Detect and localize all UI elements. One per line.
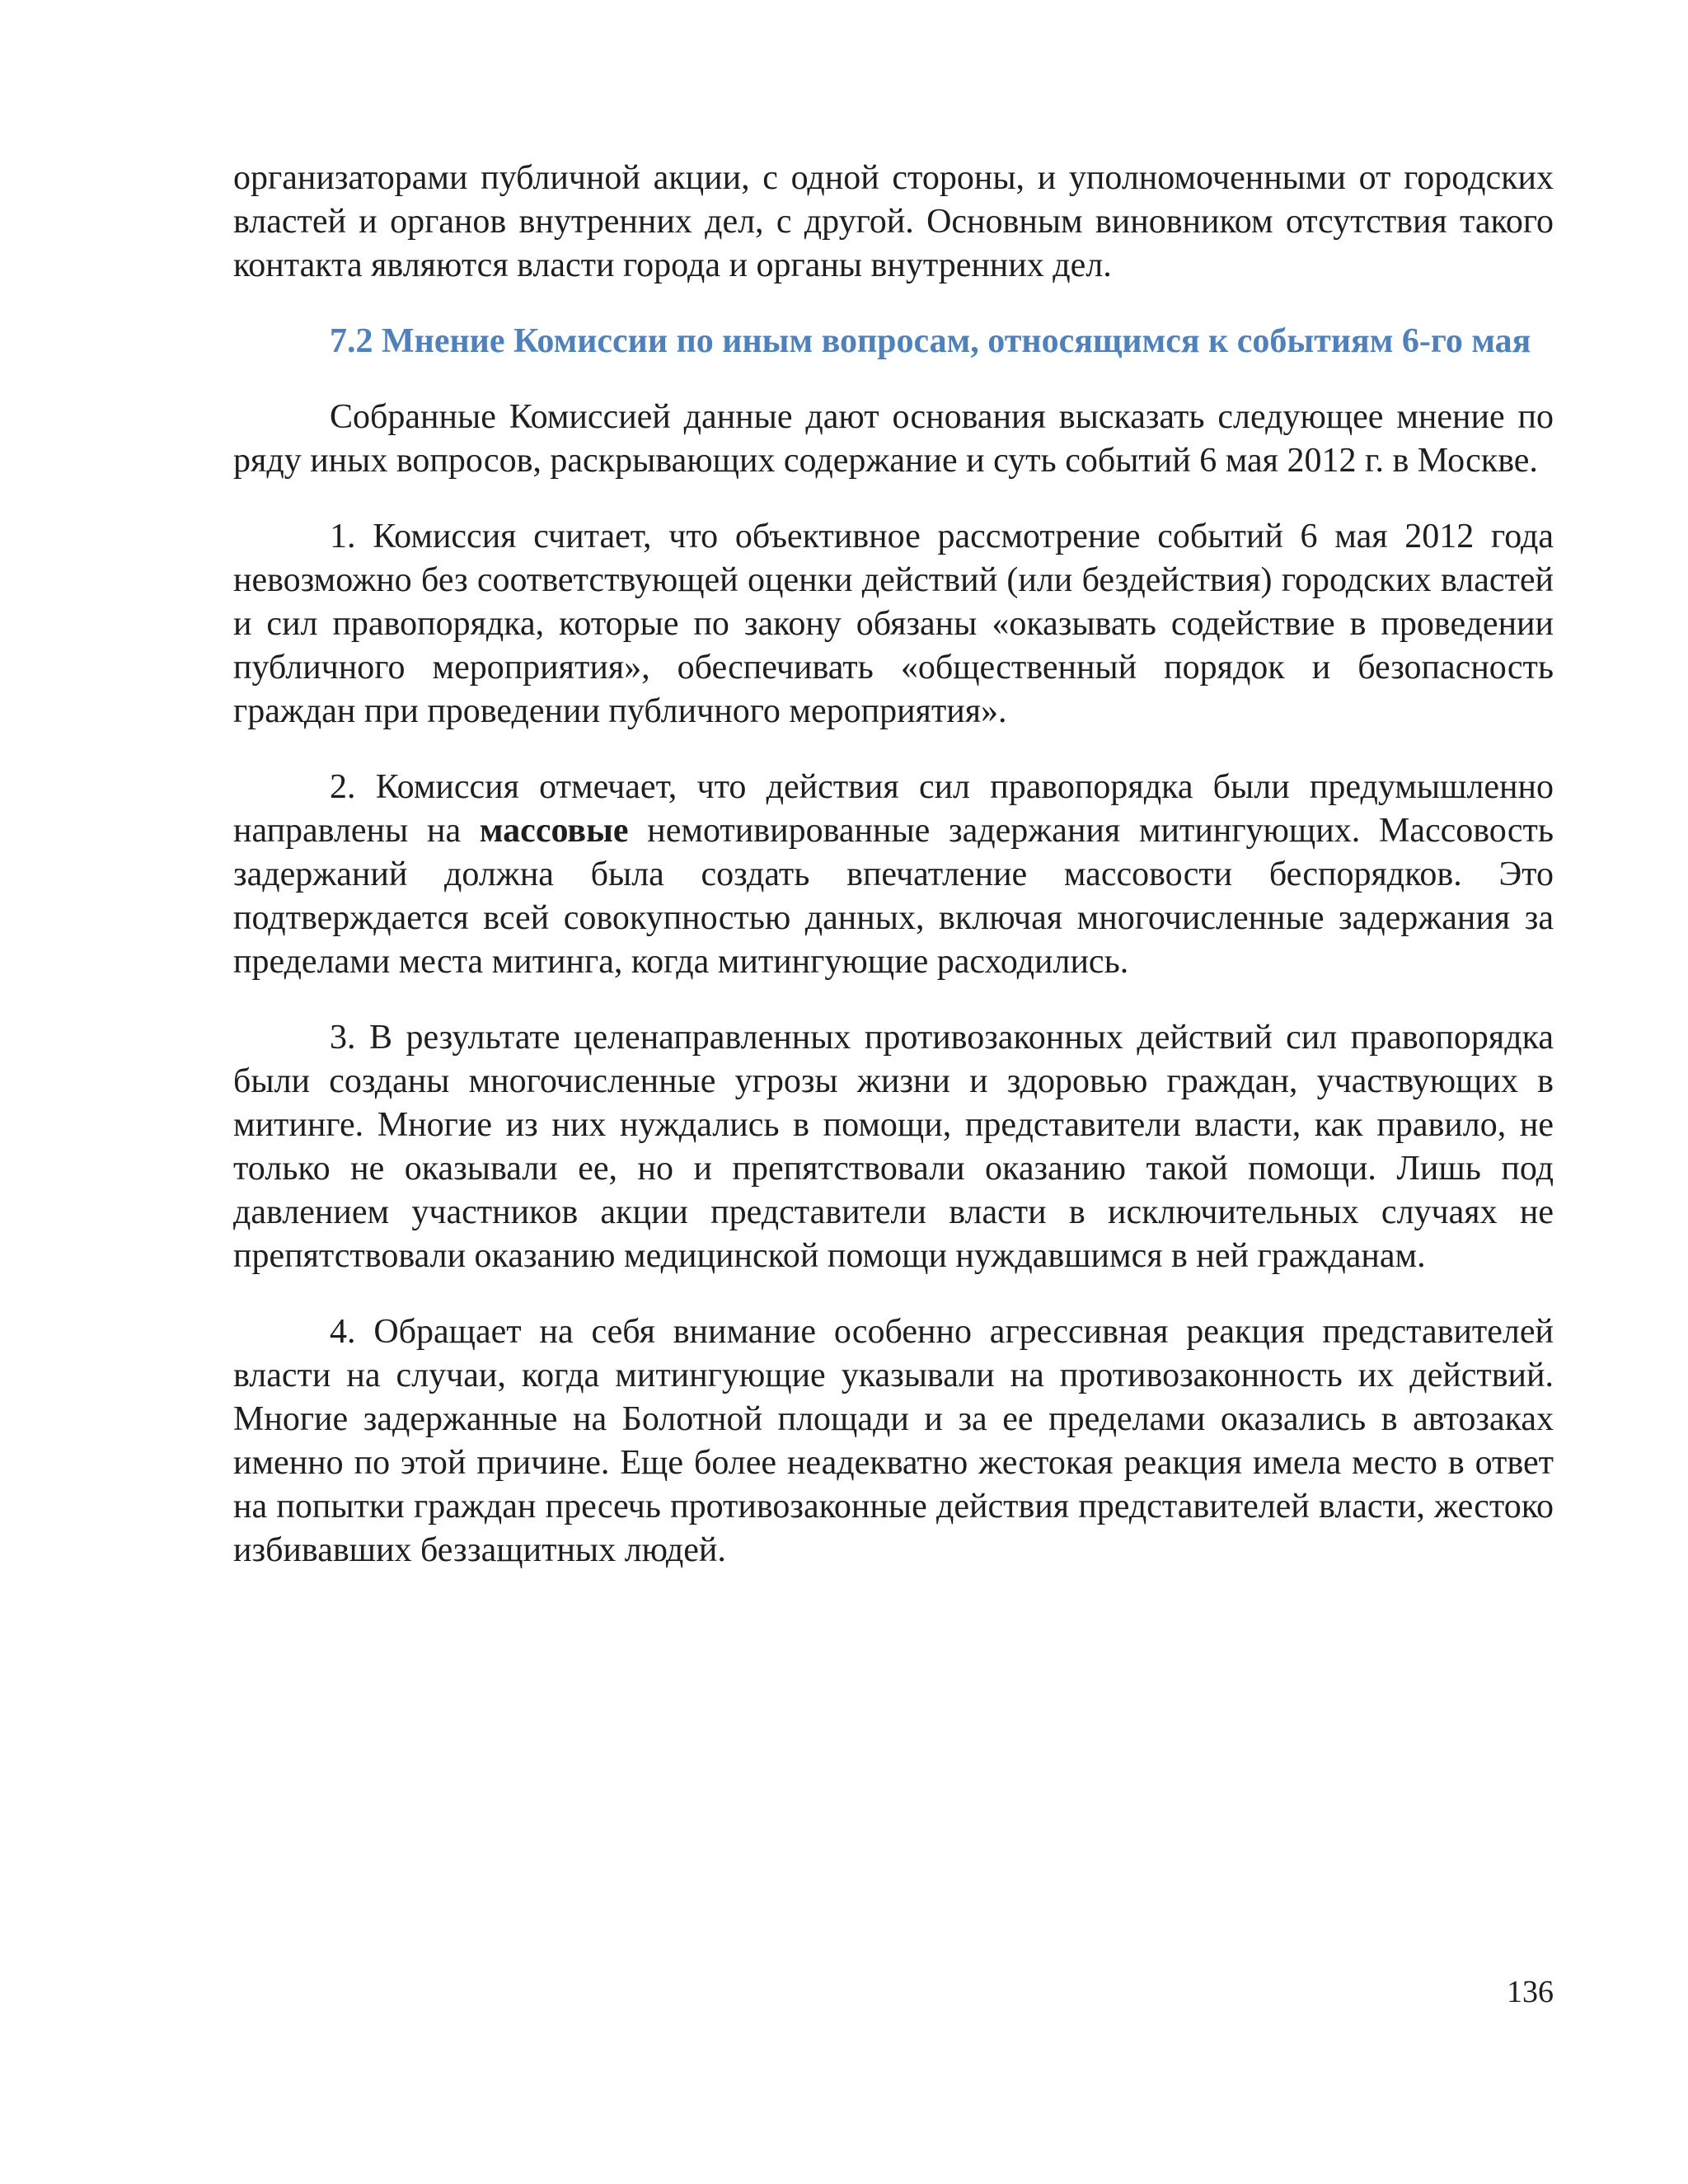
page-number: 136 — [1507, 1975, 1554, 2009]
intro-paragraph: организаторами публичной акции, с одной стороны, и уполномоченными от городских властей и органов внутренних дел, с другой. Основным виновником отсутствия такого контакта являются власти города и органы внутренних дел. — [233, 159, 1554, 284]
section-heading: 7.2 Мнение Комиссии по иным вопросам, относящимся к событиям 6-го мая — [330, 322, 1531, 360]
point-3-paragraph: 3. В результате целенаправленных противозаконных действий сил правопорядка были созданы многочисленные угрозы жизни и здоровью граждан, участвующих в митинге. Многие из них нуждались в помощи, представители власти, как правило, не только не оказывали ее, но и препятствовали оказанию такой помощи. Лишь под давлением участников акции представители власти в исключительных случаях не препятствовали оказанию медицинской помощи нуждавшимся в ней гражданам. — [233, 1019, 1554, 1275]
point-2-bold-word: массовые — [479, 812, 629, 850]
opening-paragraph: Собранные Комиссией данные дают основания высказать следующее мнение по ряду иных вопросов, раскрывающих содержание и суть событий 6 мая 2012 г. в Москве. — [233, 398, 1554, 480]
point-2-text-end: немотивированные задержания митингующих. Массовость задержаний должна была создать впечатление массовости беспорядков. Это подтверждается всей совокупностью данных, включая многочисленные задержания за пределами места митинга, когда митингующие расходились. — [233, 812, 1554, 981]
point-2-text-start: 2. Комиссия отмечает, что действия сил правопорядка были предумышленно направлены на — [233, 768, 1554, 850]
point-2-paragraph — [233, 766, 1554, 984]
text-column — [233, 157, 1554, 1605]
point-1-paragraph: 1. Комиссия считает, что объективное рассмотрение событий 6 мая 2012 года невозможно без соответствующей оценки действий (или бездействия) городских властей и сил правопорядка, которые по закону обязаны «оказывать содействие в проведении публичного мероприятия», обеспечивать «общественный порядок и безопасность граждан при проведении публичного мероприятия». — [233, 518, 1554, 730]
point-4-paragraph: 4. Обращает на себя внимание особенно агрессивная реакция представителей власти на случаи, когда митингующие указывали на противозаконность их действий. Многие задержанные на Болотной площади и за ее пределами оказались в автозаках именно по этой причине. Еще более неадекватно жестокая реакция имела место в ответ на попытки граждан пресечь противозаконные действия представителей власти, жестоко избивавших беззащитных людей. — [233, 1313, 1554, 1569]
